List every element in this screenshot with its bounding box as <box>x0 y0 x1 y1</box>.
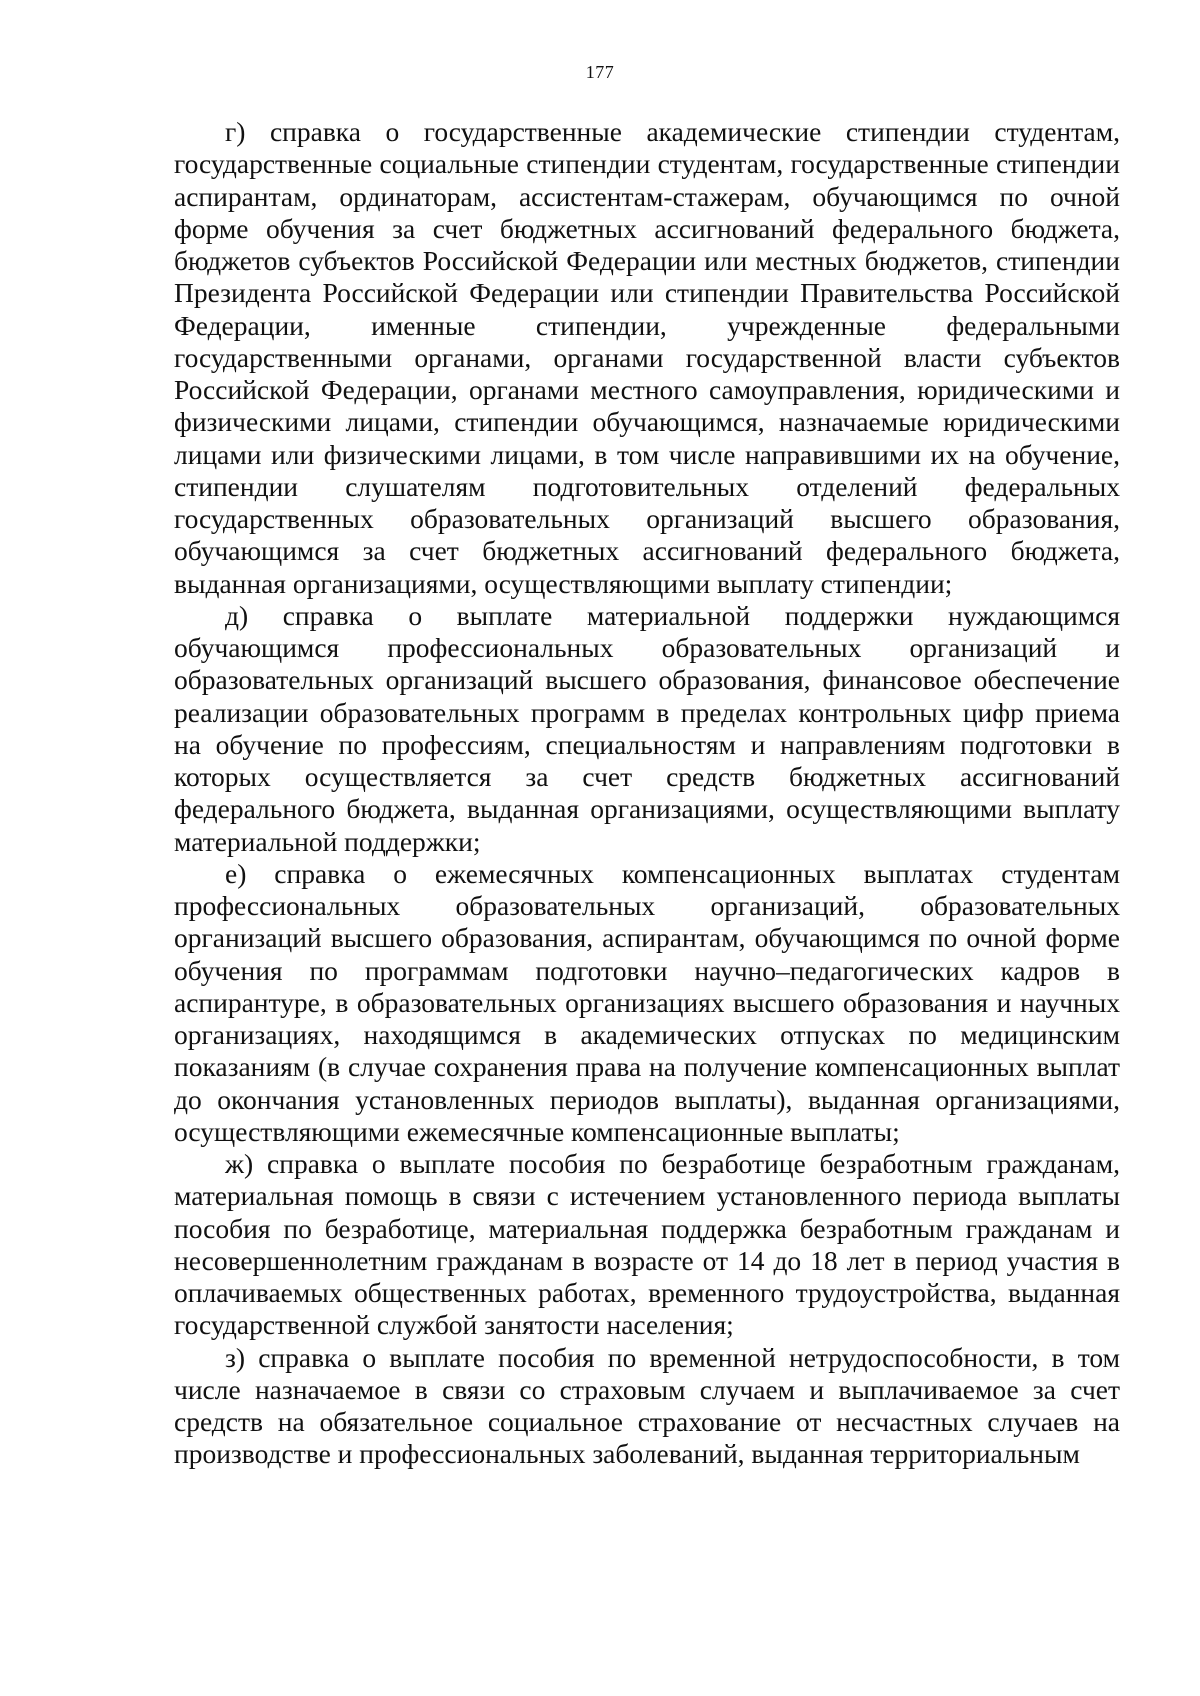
document-body <box>174 116 1120 1471</box>
paragraph-z: з) справка о выплате пособия по временной нетрудоспособности, в том числе назначаемое в связи со страховым случаем и выплачиваемое за счет средств на обязательное социальное страхование от несчастных случаев на производстве и профессиональных заболеваний, выданная территориальным <box>174 1341 1120 1470</box>
paragraph-g: г) справка о государственные академические стипендии студентам, государственные социальные стипендии студентам, государственные стипендии аспирантам, ординаторам, ассистентам-стажерам, обучающимся по очной форме обучения за счет бюджетных ассигнований федерального бюджета, бюджетов субъектов Российской Федерации или местных бюджетов, стипендии Президента Российской Федерации или стипендии Правительства Российской Федерации, именные стипендии, учрежденные федеральными государственными органами, органами государственной власти субъектов Российской Федерации, органами местного самоуправления, юридическими и физическими лицами, стипендии обучающимся, назначаемые юридическими лицами или физическими лицами, в том числе направившими их на обучение, стипендии слушателям подготовительных отделений федеральных государственных образовательных организаций высшего образования, обучающимся за счет бюджетных ассигнований федерального бюджета, выданная организациями, осуществляющими выплату стипендии; <box>174 116 1120 599</box>
paragraph-e: е) справка о ежемесячных компенсационных выплатах студентам профессиональных образовательных организаций, образовательных организаций высшего образования, аспирантам, обучающимся по очной форме обучения по программам подготовки научно–педагогических кадров в аспирантуре, в образовательных организациях высшего образования и научных организациях, находящимся в академических отпусках по медицинским показаниям (в случае сохранения права на получение компенсационных выплат до окончания установленных периодов выплаты), выданная организациями, осуществляющими ежемесячные компенсационные выплаты; <box>174 857 1120 1147</box>
page-number: 177 <box>585 62 615 82</box>
paragraph-zh: ж) справка о выплате пособия по безработице безработным гражданам, материальная помощь в связи с истечением установленного периода выплаты пособия по безработице, материальная поддержка безработным гражданам и несовершеннолетним гражданам в возрасте от 14 до 18 лет в период участия в оплачиваемых общественных работах, временного трудоустройства, выданная государственной службой занятости населения; <box>174 1148 1120 1341</box>
paragraph-d: д) справка о выплате материальной поддержки нуждающимся обучающимся профессиональных образовательных организаций и образовательных организаций высшего образования, финансовое обеспечение реализации образовательных программ в пределах контрольных цифр приема на обучение по профессиям, специальностям и направлениям подготовки в которых осуществляется за счет средств бюджетных ассигнований федерального бюджета, выданная организациями, осуществляющими выплату материальной поддержки; <box>174 599 1120 857</box>
